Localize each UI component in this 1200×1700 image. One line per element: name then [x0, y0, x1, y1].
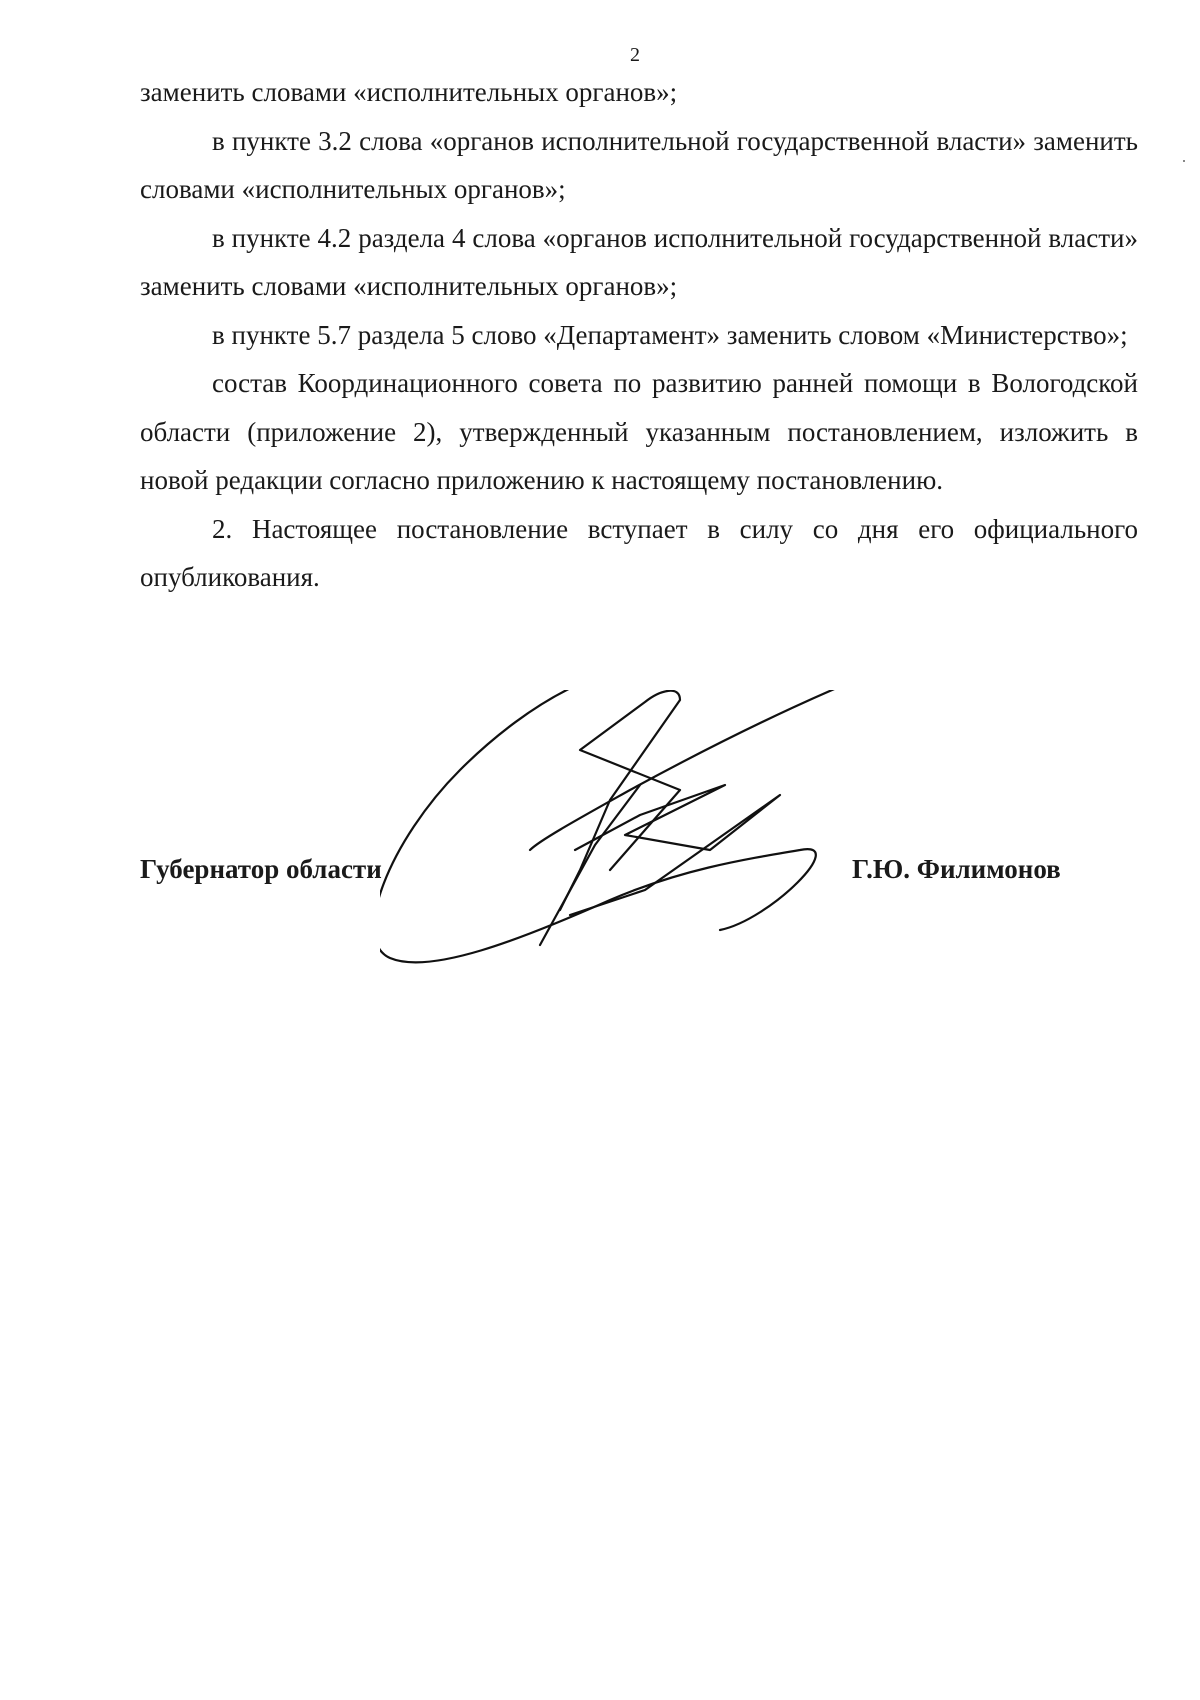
paragraph-council-composition: состав Координационного совета по развитию ранней помощи в Вологодской области (приложение 2), утвержденный указанным постановлением, изложить в новой редакции согласно приложению к настоящему постановлению. — [140, 368, 1138, 495]
page-number: 2 — [630, 44, 640, 66]
signatory-title: Губернатор области — [140, 854, 382, 884]
paragraph-effective-date: 2. Настоящее постановление вступает в силу со дня его официального опубликования. — [140, 513, 1138, 592]
paragraph-item-3-2: в пункте 3.2 слова «органов исполнительной государственной власти» заменить словами «исполнительных органов»; — [140, 125, 1138, 204]
signatory-name: Г.Ю. Филимонов — [852, 854, 1061, 884]
paragraph-item-4-2: в пункте 4.2 раздела 4 слова «органов исполнительной государственной власти» заменить словами «исполнительных органов»; — [140, 222, 1138, 301]
paragraph-item-5-7: в пункте 5.7 раздела 5 слово «Департамент» заменить словом «Министерство»; — [212, 319, 1128, 350]
document-body — [140, 68, 1138, 602]
scan-artifact — [1183, 160, 1185, 162]
paragraph-continuation: заменить словами «исполнительных органов»; — [140, 77, 678, 107]
